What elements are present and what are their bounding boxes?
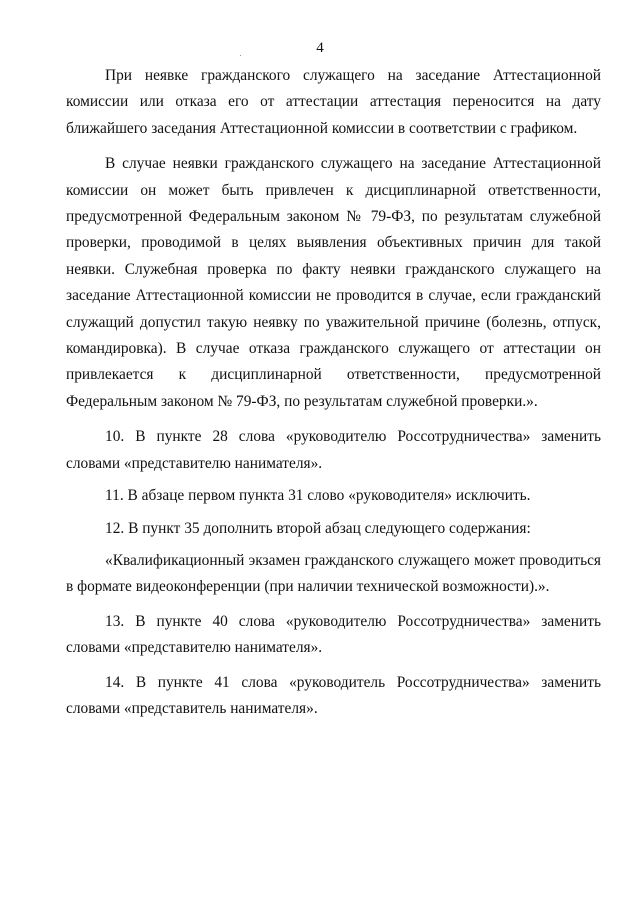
paragraph-item-10: 10. В пункте 28 слова «руководителю Россотрудничества» заменить словами «представителю нанимателя». bbox=[66, 428, 601, 472]
paragraph-item-13: 13. В пункте 40 слова «руководителю Россотрудничества» заменить словами «представителю нанимателя». bbox=[66, 612, 601, 657]
paragraph-item-11: 11. В абзаце первом пункта 31 слово «руководителя» исключить. bbox=[105, 487, 531, 505]
document-body bbox=[66, 63, 601, 722]
page-number: 4 bbox=[316, 40, 324, 56]
paragraph-absence-postponement: При неявке гражданского служащего на заседание Аттестационной комиссии или отказа его от аттестации аттестация переносится на дату ближайшего заседания Аттестационной комиссии в соответствии с графиком. bbox=[66, 67, 601, 137]
paragraph-item-12: 12. В пункт 35 дополнить второй абзац следующего содержания: bbox=[105, 519, 531, 537]
paragraph-item-14: 14. В пункте 41 слова «руководитель Россотрудничества» заменить словами «представитель нанимателя». bbox=[66, 673, 601, 717]
paragraph-item-12-quote: «Квалификационный экзамен гражданского служащего может проводиться в формате видеоконференции (при наличии технической возможности).». bbox=[66, 551, 601, 596]
paragraph-disciplinary-responsibility: В случае неявки гражданского служащего на заседание Аттестационной комиссии он может быть привлечен к дисциплинарной ответственности, предусмотренной Федеральным законом № 79-ФЗ, по результатам служебной проверки, проводимой в целях выявления объективных причин для такой неявки. Служебная проверка по факту неявки гражданского служащего на заседание Аттестационной комиссии не проводится в случае, если гражданский служащий допустил такую неявку по уважительной причине (болезнь, отпуск, командировка). В случае отказа гражданского служащего от аттестации он привлекается к дисциплинарной ответственности, предусмотренной Федеральным законом № 79-ФЗ, по результатам служебной проверки.». bbox=[66, 155, 601, 410]
